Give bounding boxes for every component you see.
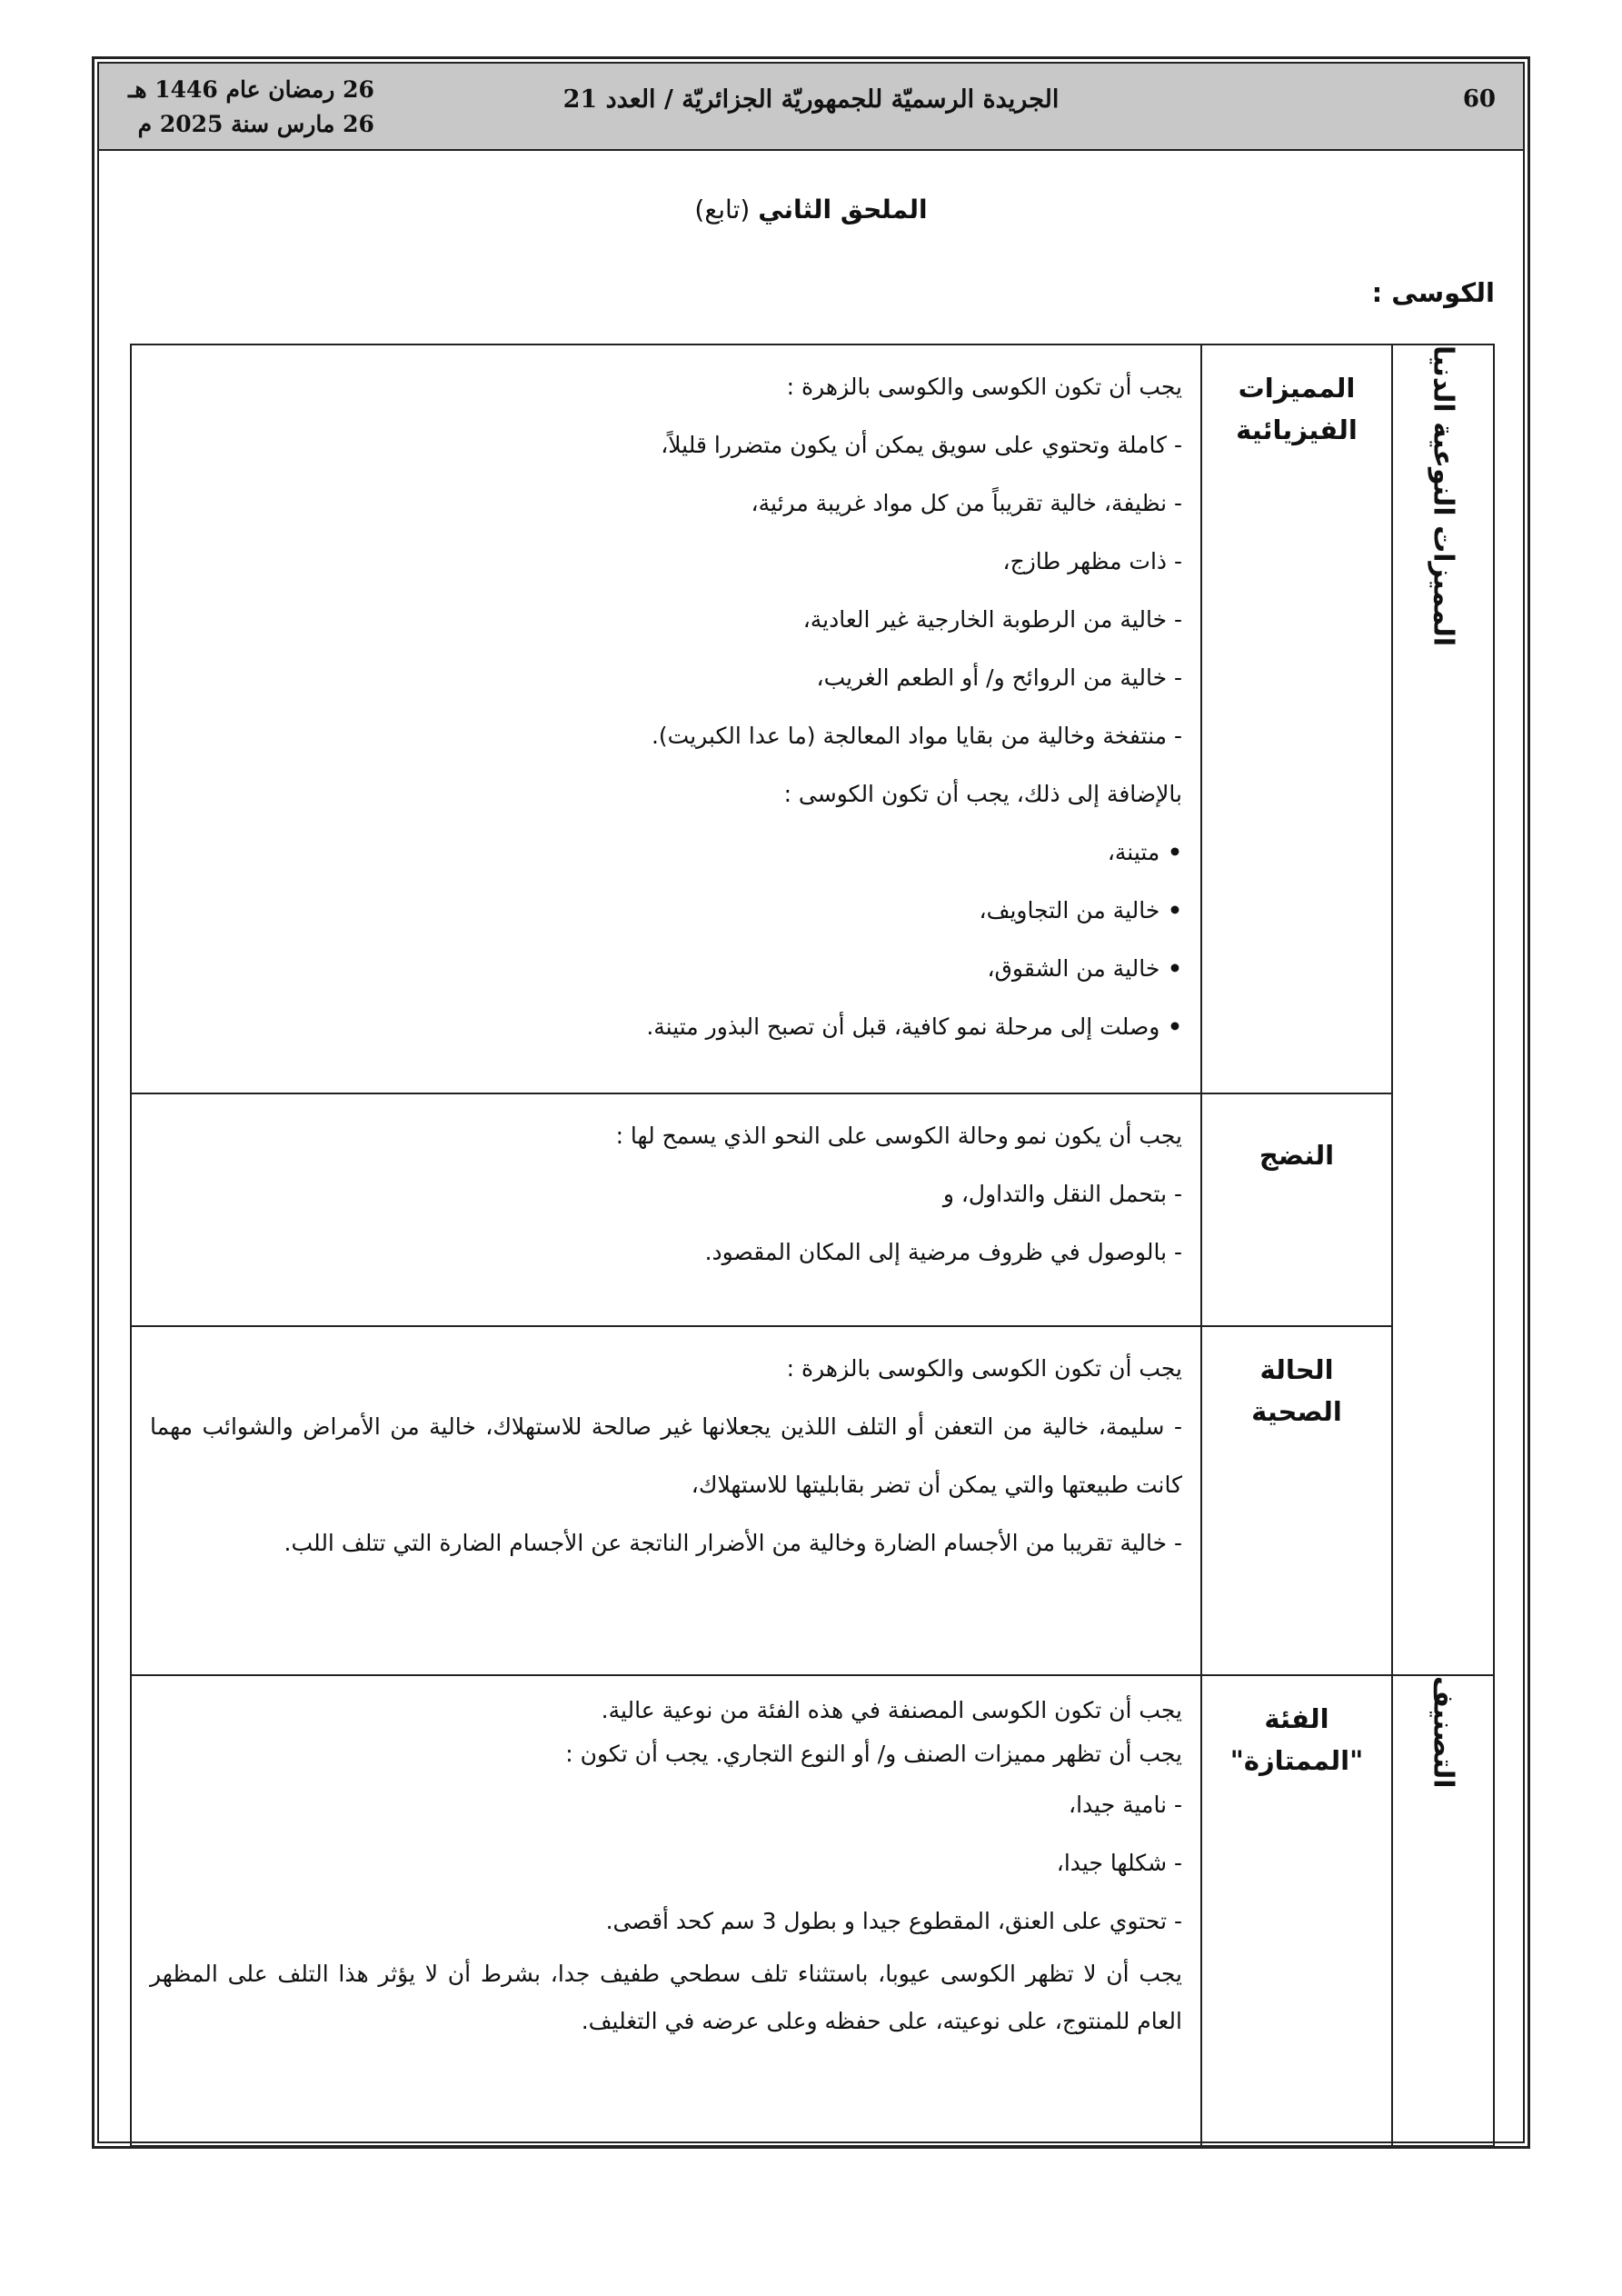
annex-title-main: الملحق الثاني [758, 195, 928, 225]
list-item: - بتحمل النقل والتداول، و [942, 1181, 1182, 1207]
extra-line: يجب أن تظهر مميزات الصنف و/ أو النوع التجاري. يجب أن تكون : [565, 1741, 1182, 1767]
maturity-intro: يجب أن يكون نمو وحالة الكوسى على النحو الذي يسمح لها : [615, 1123, 1182, 1149]
specification-table [130, 344, 1495, 2147]
content-health [131, 1326, 1201, 1675]
physical-addition: بالإضافة إلى ذلك، يجب أن تكون الكوسى : [783, 781, 1182, 807]
page-number: 60 [1462, 85, 1496, 113]
list-item: - تحتوي على العنق، المقطوع جيدا و بطول 3 سم كحد أقصى. [605, 1908, 1182, 1934]
health-paragraph: - خالية تقريبا من الأجسام الضارة وخالية من الأضرار الناتجة عن الأجسام الضارة التي تتلف اللب. [284, 1530, 1182, 1556]
label-maturity: النضج [1201, 1093, 1392, 1326]
section-min-quality-label: المميزات النوعية الدنيا [1427, 345, 1459, 647]
content-extra-class [131, 1675, 1201, 2146]
bullet-item: • خالية من التجاويف، [150, 882, 1182, 940]
list-item: - خالية من الرطوبة الخارجية غير العادية، [802, 606, 1182, 633]
physical-intro: يجب أن تكون الكوسى والكوسى بالزهرة : [786, 374, 1182, 400]
annex-title [0, 195, 1622, 225]
extra-closing: يجب أن لا تظهر الكوسى عيوبا، باستثناء تلف سطحي طفيف جدا، بشرط أن لا يؤثر هذا التلف على المظهر العام للمنتوج، على نوعيته، على حفظه وعلى عرضه في التغليف. [150, 1961, 1182, 2034]
content-physical [131, 344, 1201, 1093]
date-hijri: 26 رمضان عام 1446 هـ [128, 76, 374, 103]
issue-date [128, 73, 374, 142]
section-classification [1392, 1675, 1494, 2146]
list-item: - ذات مظهر طازج، [1002, 548, 1182, 574]
annex-title-continued: (تابع) [694, 195, 751, 225]
section-min-quality [1392, 344, 1494, 1675]
label-health: الحالة الصحية [1201, 1326, 1392, 1675]
health-intro: يجب أن تكون الكوسى والكوسى بالزهرة : [786, 1355, 1182, 1382]
date-gregorian: 26 مارس سنة 2025 م [137, 111, 374, 137]
bullet-item: • وصلت إلى مرحلة نمو كافية، قبل أن تصبح البذور متينة. [150, 998, 1182, 1056]
list-item: - منتفخة وخالية من بقايا مواد المعالجة (ما عدا الكبريت). [651, 723, 1182, 749]
section-classification-label: التصنيف [1427, 1676, 1459, 1789]
row-extra-class [131, 1675, 1494, 2146]
extra-line: يجب أن تكون الكوسى المصنفة في هذه الفئة من نوعية عالية. [601, 1697, 1182, 1723]
bullet-item: • خالية من الشقوق، [150, 940, 1182, 998]
row-health [131, 1326, 1494, 1675]
content-maturity [131, 1093, 1201, 1326]
product-label: الكوسى : [1371, 277, 1495, 308]
page-header [99, 64, 1523, 151]
row-maturity [131, 1093, 1494, 1326]
list-item: - خالية من الروائح و/ أو الطعم الغريب، [816, 664, 1182, 691]
list-item: - نامية جيدا، [1069, 1792, 1182, 1818]
health-paragraph: - سليمة، خالية من التعفن أو التلف اللذين يجعلانها غير صالحة للاستهلاك، خالية من الأمراض والشوائب مهما كانت طبيعتها والتي يمكن أن تضر بقابليتها للاستهلاك، [150, 1413, 1182, 1498]
list-item: - شكلها جيدا، [1056, 1850, 1182, 1876]
gazette-title: الجريدة الرسميّة للجمهوريّة الجزائريّة / العدد 21 [562, 85, 1060, 114]
bullet-item: • متينة، [150, 824, 1182, 882]
row-physical [131, 344, 1494, 1093]
list-item: - كاملة وتحتوي على سويق يمكن أن يكون متضررا قليلاً، [661, 432, 1182, 458]
label-extra-class: الفئة "الممتازة" [1201, 1675, 1392, 2146]
list-item: - نظيفة، خالية تقريباً من كل مواد غريبة مرئية، [751, 490, 1182, 516]
list-item: - بالوصول في ظروف مرضية إلى المكان المقصود. [704, 1239, 1182, 1265]
label-physical: المميزات الفيزيائية [1201, 344, 1392, 1093]
